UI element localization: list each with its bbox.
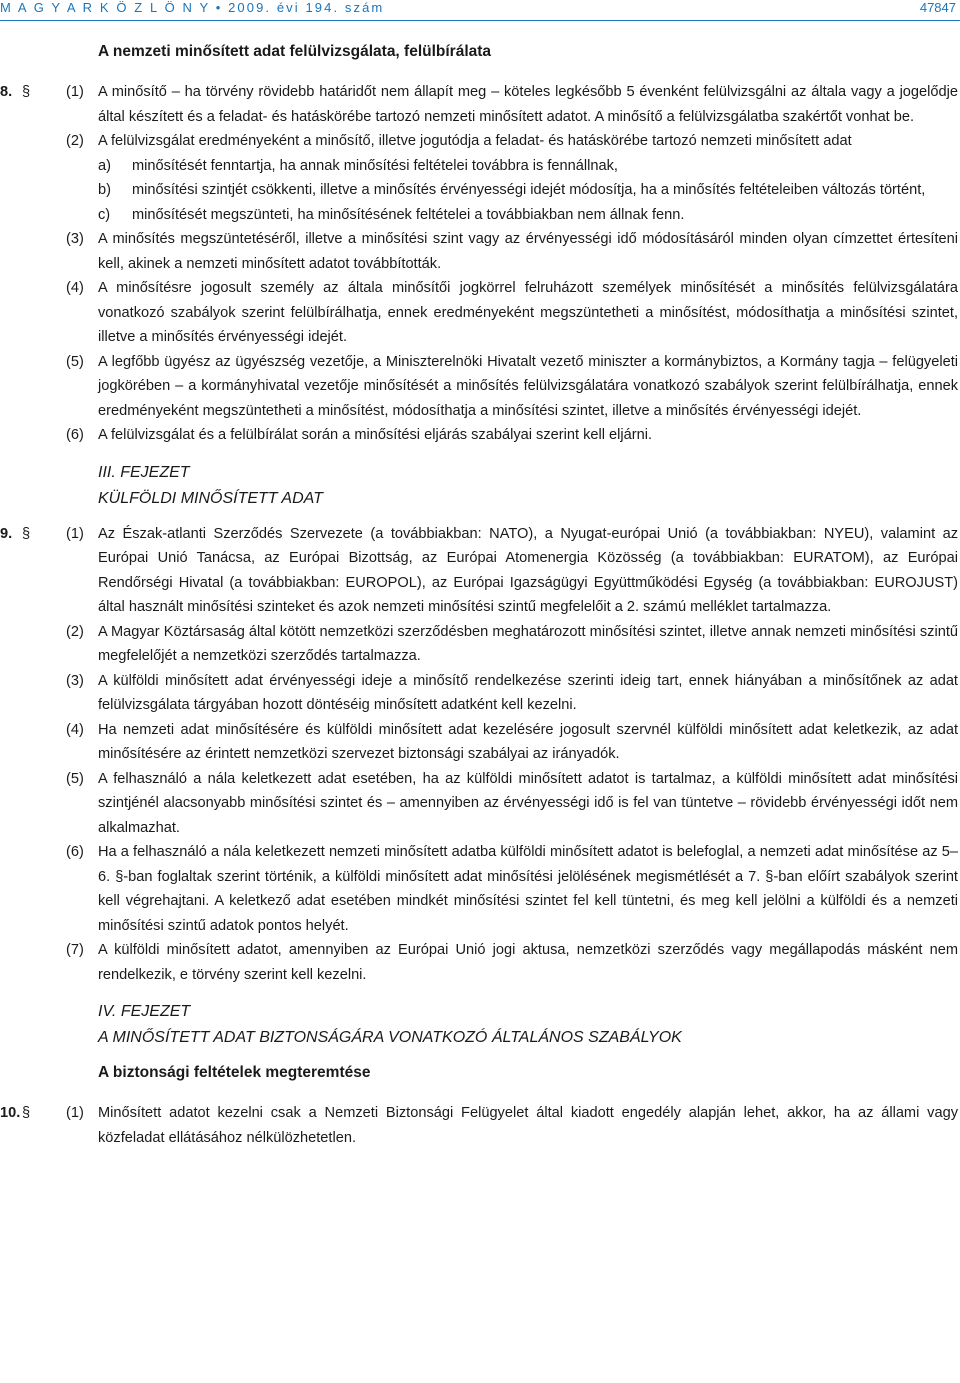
section-title: A nemzeti minősített adat felülvizsgálata, felülbírálata — [98, 43, 492, 60]
list-item-text: minősítési szintjét csökkenti, illetve a minősítés érvényességi idejét módosítja, ha a minősítés feltételeiben változás történt, — [132, 182, 926, 198]
header-divider — [0, 20, 960, 21]
paragraph-number: (1) — [66, 525, 84, 542]
paragraph-number: (5) — [66, 770, 84, 787]
list-item-label: c) — [98, 206, 111, 223]
document-body — [0, 40, 960, 1150]
section-number: 8. — [0, 84, 13, 100]
paragraph-text: A felülvizsgálat eredményeként a minősítő, illetve jogutódja a feladat- és hatáskörébe tartozó nemzeti minősített adat — [98, 133, 852, 149]
paragraph-number: (3) — [66, 672, 84, 689]
list-item-text: minősítését fenntartja, ha annak minősítési feltételei továbbra is fennállnak, — [132, 157, 618, 174]
paragraph-text: A minősítés megszüntetéséről, illetve a minősítési szint vagy az érvényességi idő módosításáról minden olyan címzettet értesíteni kell, akinek a nemzeti minősített adatot továbbították. — [98, 231, 958, 272]
paragraph-8-2 — [0, 129, 960, 154]
paragraph-number: (7) — [66, 942, 84, 958]
paragraph-number: (2) — [66, 133, 84, 149]
paragraph-number: (2) — [66, 623, 84, 640]
list-item-label: a) — [98, 157, 111, 174]
paragraph-text: Ha nemzeti adat minősítésére és külföldi minősített adat kezelésére jogosult szervnél külföldi minősített adat keletkezik, az adat minősítésére az érintett nemzetközi szervezet biztonsági szabályai az irányadók. — [98, 721, 958, 762]
paragraph-text: A minősítésre jogosult személy az általa minősítői jogkörrel felruházott személyek minősítését a minősítés felülvizsgálatára vonatkozó szabályok szerint felülbírálhatja, ennek eredményeként megszüntetheti a minősítést, módosíthatja a minősítési szintet, illetve a minősítés érvényességi idejét. — [98, 280, 958, 345]
paragraph-8-6 — [0, 423, 960, 448]
paragraph-text: A Magyar Köztársaság által kötött nemzetközi szerződésben meghatározott minősítési szintet, illetve annak nemzeti minősítési szintű megfelelőjét a nemzetközi szerződés tartalmazza. — [98, 623, 958, 664]
list-item-label: b) — [98, 182, 111, 198]
paragraph-9-2 — [0, 620, 960, 669]
paragraph-9-1 — [0, 522, 960, 620]
paragraph-text: A külföldi minősített adat érvényességi ideje a minősítő rendelkezése szerinti ideig tart, ennek hiányában a minősítőnek az adat felülvizsgálata tárgyában hozott döntéséig minősített adatként kell kezelni. — [98, 672, 958, 713]
chapter-title: A MINŐSÍTETT ADAT BIZTONSÁGÁRA VONATKOZÓ ÁLTALÁNOS SZABÁLYOK — [98, 1029, 682, 1046]
paragraph-8-5 — [0, 350, 960, 424]
list-item-text: minősítését megszünteti, ha minősítésének feltételei a továbbiakban nem állnak fenn. — [132, 206, 685, 223]
chapter-title: KÜLFÖLDI MINŐSÍTETT ADAT — [98, 489, 323, 507]
section-number: 9. — [0, 525, 13, 542]
page-header — [0, 0, 960, 18]
paragraph-text: A legfőbb ügyész az ügyészség vezetője, a Miniszterelnöki Hivatalt vezető miniszter a kormánybiztos, a Kormány tagja – felügyeleti jogkörében – a kormányhivatal vezetője minősítését a minősítés felülvizsgálatára vonatkozó szabályok szerint felülbírálhatja, ennek eredményeként megszüntetheti a minősítést, módosíthatja a minősítési szintet, illetve a minősítés érvényességi idejét. — [98, 353, 958, 419]
page-number: 47847 — [919, 0, 956, 15]
paragraph-number: (6) — [66, 427, 84, 443]
chapter-number: III. FEJEZET — [98, 463, 190, 481]
list-item-a — [0, 154, 960, 179]
chapter-number: IV. FEJEZET — [98, 1003, 191, 1020]
paragraph-number: (1) — [66, 84, 84, 100]
paragraph-9-4 — [0, 718, 960, 767]
section-number: 10. — [0, 1105, 21, 1121]
subsection-title: A biztonsági feltételek megteremtése — [98, 1064, 371, 1081]
paragraph-number: (4) — [66, 280, 84, 296]
paragraph-text: A felhasználó a nála keletkezett adat esetében, ha az külföldi minősített adatot is tartalmaz, a külföldi minősített adat minősítési szintjénél alacsonyabb minősítési szintet és – amennyiben az érvényességi idő is fel van tüntetve – rövidebb érvényességi időt nem alkalmazhat. — [98, 770, 958, 836]
paragraph-8-4 — [0, 276, 960, 350]
section-sign: § — [22, 1105, 31, 1121]
paragraph-number: (5) — [66, 353, 84, 370]
list-item-b — [0, 178, 960, 203]
paragraph-number: (6) — [66, 844, 84, 860]
journal-title: M A G Y A R K Ö Z L Ö N Y • 2009. évi 194. szám — [0, 0, 385, 15]
paragraph-9-5 — [0, 767, 960, 841]
paragraph-8-3 — [0, 227, 960, 276]
paragraph-text: Minősített adatot kezelni csak a Nemzeti Biztonsági Felügyelet által kiadott engedély alapján lehet, akkor, ha az állami vagy közfeladat ellátásához nélkülözhetetlen. — [98, 1105, 958, 1146]
paragraph-text: A felülvizsgálat és a felülbírálat során a minősítési eljárás szabályai szerint kell eljárni. — [98, 427, 653, 443]
paragraph-10-1 — [0, 1101, 960, 1150]
paragraph-text: A külföldi minősített adatot, amennyiben az Európai Unió jogi aktusa, nemzetközi szerződés vagy megállapodás másként nem rendelkezik, e törvény szerint kell kezelni. — [98, 942, 958, 983]
paragraph-number: (1) — [66, 1105, 84, 1121]
section-sign: § — [22, 525, 31, 542]
paragraph-9-6 — [0, 840, 960, 938]
chapter-heading-4 — [98, 999, 960, 1051]
paragraph-8-1 — [0, 80, 960, 129]
chapter-heading-3 — [98, 460, 960, 512]
paragraph-text: A minősítő – ha törvény rövidebb határidőt nem állapít meg – köteles legkésőbb 5 évenként felülvizsgálni az általa vagy a jogelődje által készített és a feladat- és hatáskörébe tartozó nemzeti minősített adatot. A minősítő a felülvizsgálatba szakértőt vonhat be. — [98, 84, 958, 125]
paragraph-number: (4) — [66, 721, 84, 738]
paragraph-number: (3) — [66, 231, 84, 247]
paragraph-9-3 — [0, 669, 960, 718]
paragraph-text: Ha a felhasználó a nála keletkezett nemzeti minősített adatba külföldi minősített adatot is belefoglal, a nemzeti adat minősítése az 5–6. §-ban foglaltak szerint történik, a külföldi minősített adat minősítési jelölésének megismétlését a 7. §-ban előírt szabályok szerint kell végrehajtani. A keletkező adat esetében mindkét minősítési szintet fel kell tüntetni, és meg kell jelölni a külföldi és a nemzeti minősítési szintű adatok pontos helyét. — [98, 844, 958, 934]
paragraph-9-7 — [0, 938, 960, 987]
list-item-c — [0, 203, 960, 228]
section-sign: § — [22, 84, 31, 100]
paragraph-text: Az Észak-atlanti Szerződés Szervezete (a továbbiakban: NATO), a Nyugat-európai Unió (a továbbiakban: NYEU), valamint az Európai Unió Tanácsa, az Európai Bizottság, az Európai Atomenergia Közösség (a továbbiakban: EURATOM), az Európai Rendőrségi Hivatal (a továbbiakban: EUROPOL), az Európai Igazságügyi Együttműködési Egység (a továbbiakban: EUROJUST) által használt minősítési szinteket és azok nemzeti minősítési szintű megfelelőit a 2. számú melléklet tartalmazza. — [98, 525, 958, 615]
